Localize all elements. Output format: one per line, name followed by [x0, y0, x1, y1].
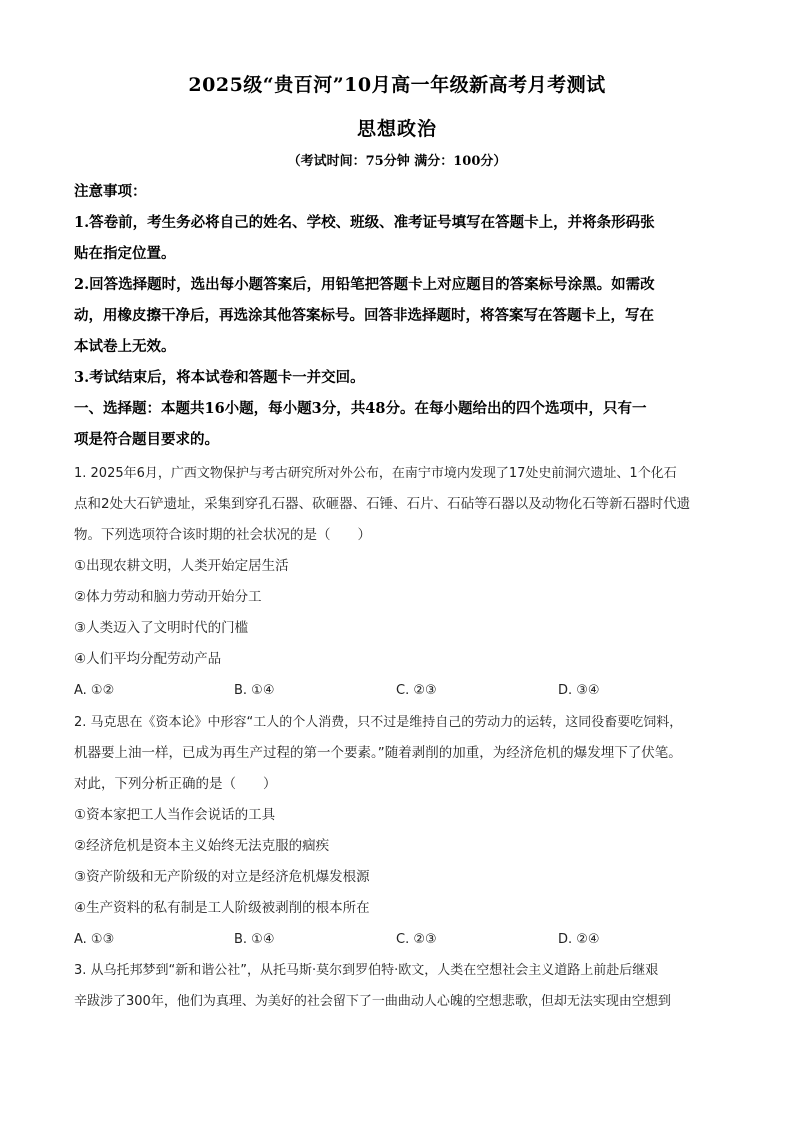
question-1-statement: ①出现农耕文明，人类开始定居生活 [74, 558, 289, 574]
notice-line: 1.答卷前，考生务必将自己的姓名、学校、班级、准考证号填写在答题卡上，并将条形码张 [74, 214, 655, 231]
question-2-text: 对此，下列分析正确的是（ ） [74, 776, 277, 792]
question-1-text: 点和2处大石铲遗址，采集到穿孔石器、砍砸器、石锤、石片、石砧等石器以及动物化石等新石器时代遗 [74, 496, 691, 512]
notice-line: 3.考试结束后，将本试卷和答题卡一并交回。 [74, 369, 365, 386]
exam-info: （考试时间：75分钟 满分：100分） [287, 154, 507, 169]
question-1-statement: ②体力劳动和脑力劳动开始分工 [74, 589, 262, 605]
question-1-text: 1. 2025年6月，广西文物保护与考古研究所对外公布，在南宁市境内发现了17处史前洞穴遗址、1个化石 [74, 466, 677, 481]
option-c[interactable]: C. ②③ [396, 932, 437, 947]
notice-line: 动，用橡皮擦干净后，再选涂其他答案标号。回答非选择题时，将答案写在答题卡上，写在 [74, 307, 654, 324]
notice-line: 2.回答选择题时，选出每小题答案后，用铅笔把答题卡上对应题目的答案标号涂黑。如需改 [74, 276, 655, 293]
question-3-text: 3. 从乌托邦梦到“新和谐公社”，从托马斯·莫尔到罗伯特·欧文，人类在空想社会主义道路上前赴后继艰 [74, 963, 659, 978]
option-b[interactable]: B. ①④ [234, 683, 275, 698]
question-3-text: 辛跋涉了300年，他们为真理、为美好的社会留下了一曲曲动人心魄的空想悲歌，但却无法实现由空想到 [74, 994, 671, 1009]
option-a[interactable]: A. ①③ [74, 932, 115, 947]
exam-title: 2025级“贵百河”10月高一年级新高考月考测试 [188, 74, 606, 96]
notice-line: 本试卷上无效。 [74, 338, 176, 355]
subject-title: 思想政治 [356, 118, 437, 140]
section-heading: 项是符合题目要求的。 [74, 431, 219, 448]
question-2-options [74, 924, 734, 955]
question-2-statement: ②经济危机是资本主义始终无法克服的痼疾 [74, 838, 330, 854]
question-2-statement: ①资本家把工人当作会说话的工具 [74, 807, 276, 823]
question-1-statement: ③人类迈入了文明时代的门槛 [74, 620, 249, 636]
question-1-options [74, 675, 734, 706]
question-1-statement: ④人们平均分配劳动产品 [74, 651, 222, 667]
option-a[interactable]: A. ①② [74, 683, 115, 698]
question-2-statement: ④生产资料的私有制是工人阶级被剥削的根本所在 [74, 900, 370, 916]
option-c[interactable]: C. ②③ [396, 683, 437, 698]
notice-heading: 注意事项： [74, 183, 147, 200]
option-d[interactable]: D. ②④ [558, 932, 600, 947]
notice-line: 贴在指定位置。 [74, 245, 176, 262]
option-d[interactable]: D. ③④ [558, 683, 600, 698]
question-2-text: 2. 马克思在《资本论》中形容“工人的个人消费，只不过是维持自己的劳动力的运转，这同役畜要吃饲料， [74, 715, 683, 730]
question-1-text: 物。下列选项符合该时期的社会状况的是（ ） [74, 527, 371, 543]
question-2-statement: ③资产阶级和无产阶级的对立是经济危机爆发根源 [74, 869, 370, 885]
section-heading: 一、选择题：本题共16小题，每小题3分，共48分。在每小题给出的四个选项中，只有一 [74, 400, 647, 417]
question-2-text: 机器要上油一样，已成为再生产过程的第一个要素。”随着剥削的加重，为经济危机的爆发埋下了伏笔。 [74, 745, 682, 761]
option-b[interactable]: B. ①④ [234, 932, 275, 947]
